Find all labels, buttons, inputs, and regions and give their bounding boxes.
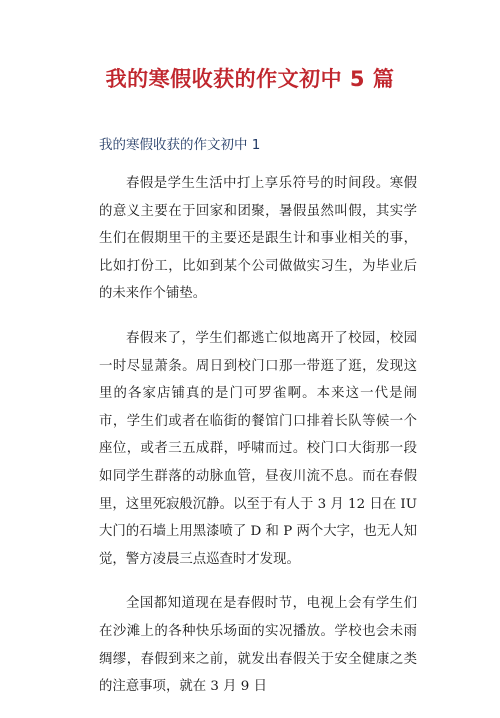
paragraph-2: 春假来了，学生们都逃亡似地离开了校园，校园一时尽显萧条。周日到校门口那一带逛了逛，发现这里的各家店铺真的是门可罗雀啊。本来这一代是闹市，学生们或者在临街的餐馆门口排着长队等候一个座位，或者三五成群，呼啸而过。校门口大街那一段如同学生群落的动脉血管，昼夜川流不息。而在春假里，这里死寂般沉静。以至于有人于 3 月 12 日在 IU 大门的石墙上用黑漆喷了 D 和 P 两个大字，也无人知觉，警方凌晨三点巡查时才发现。 bbox=[99, 330, 417, 567]
section-heading: 我的寒假收获的作文初中 1 bbox=[99, 137, 261, 153]
paragraph-1: 春假是学生生活中打上享乐符号的时间段。寒假的意义主要在于回家和团聚，暑假虽然叫假，其实学生们在假期里干的主要还是跟生计和事业相关的事，比如打份工，比如到某个公司做做实习生，为毕业后的未来作个铺垫。 bbox=[99, 176, 417, 302]
paragraph-3: 全国都知道现在是春假时节，电视上会有学生们在沙滩上的各种快乐场面的实况播放。学校也会未雨绸缪，春假到来之前，就发出春假关于安全健康之类的注意事项，就在 3 月 9 日 bbox=[99, 596, 417, 695]
document-title: 我的寒假收获的作文初中 5 篇 bbox=[105, 67, 395, 91]
body-text bbox=[99, 170, 417, 718]
